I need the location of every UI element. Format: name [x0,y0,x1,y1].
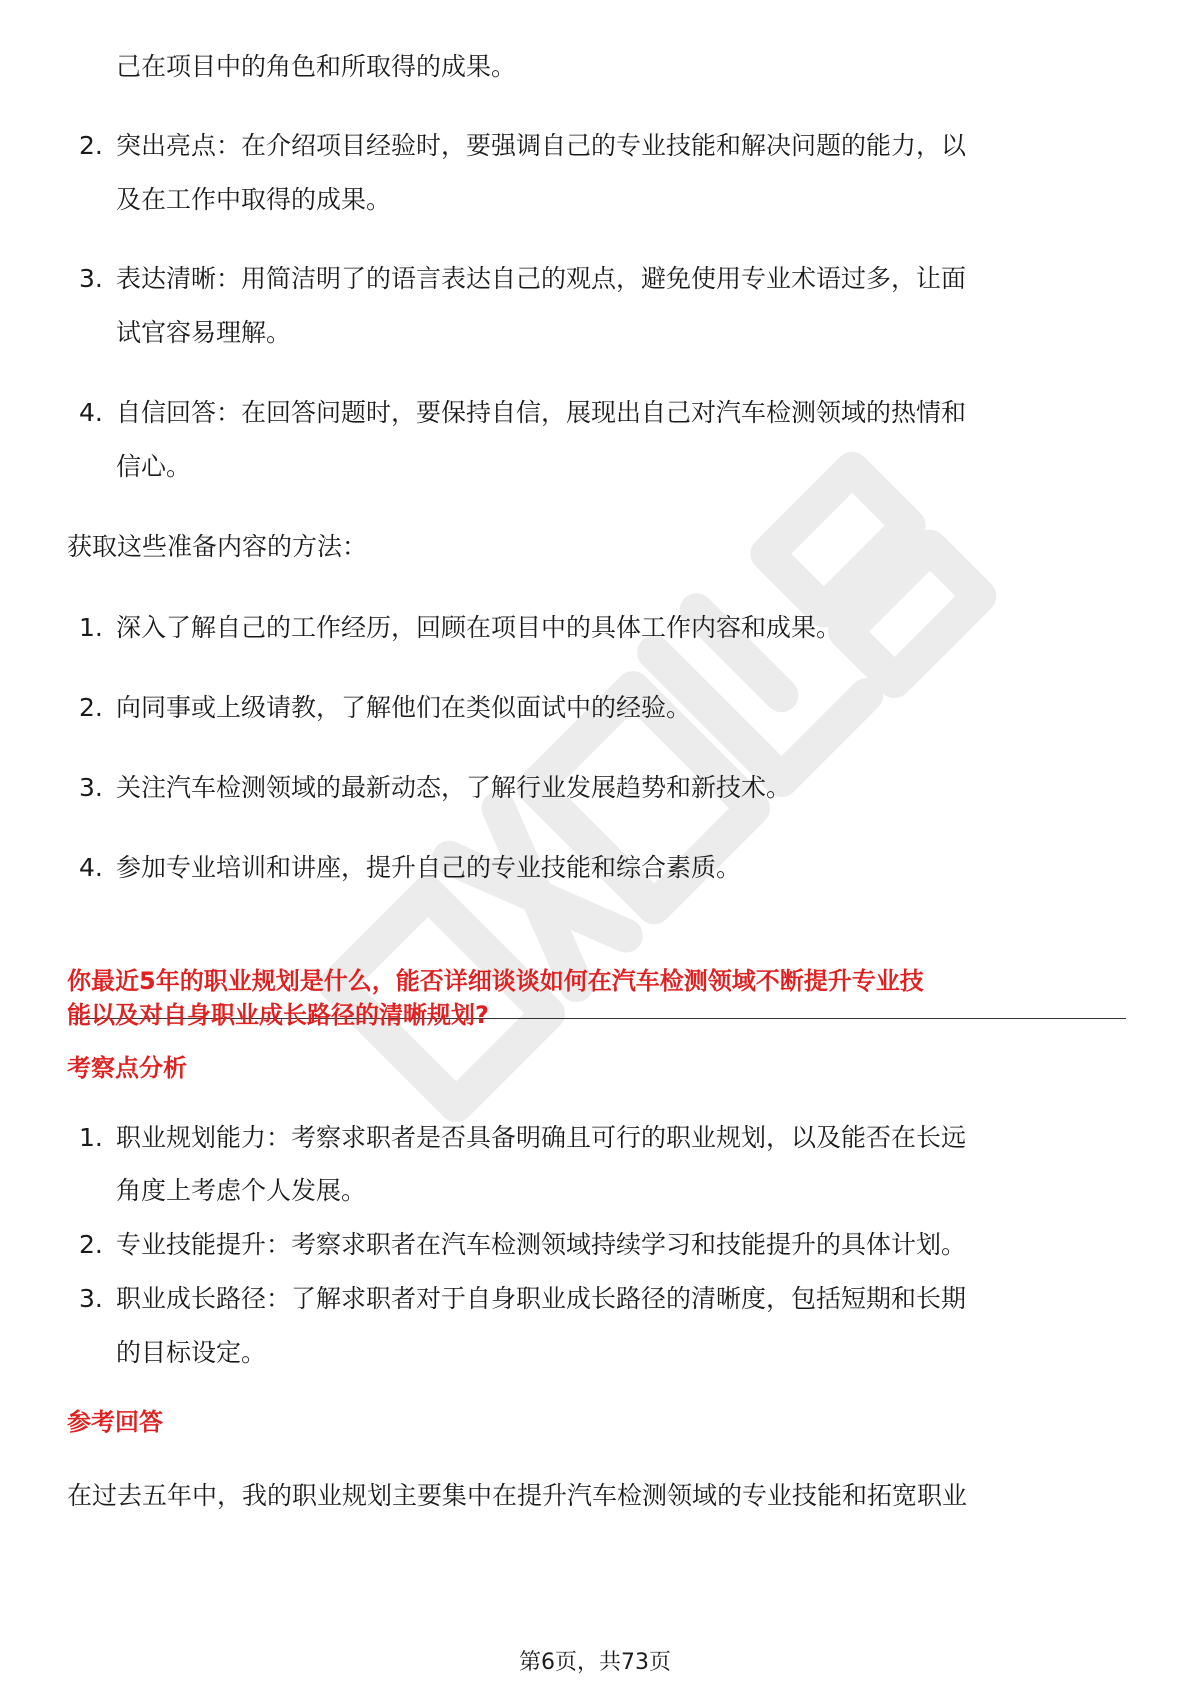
list-text-line: 信心。 [116,452,192,481]
list-number: 2. [79,693,103,722]
list-text-line: 职业规划能力：考察求职者是否具备明确且可行的职业规划，以及能否在长远 [116,1123,967,1152]
list-text-line: 向同事或上级请教，了解他们在类似面试中的经验。 [116,693,692,722]
list-text-line: 深入了解自己的工作经历，回顾在项目中的具体工作内容和成果。 [116,613,842,642]
question-title-line1: 你最近5年的职业规划是什么，能否详细谈谈如何在汽车检测领域不断提升专业技 [67,967,924,995]
section-heading: 获取这些准备内容的方法： [67,532,368,561]
list-number: 1. [79,1123,103,1152]
list-number: 2. [79,1230,103,1259]
list-number: 3. [79,264,103,293]
list-number: 4. [79,398,103,427]
page-number: 第6页，共73页 [519,1650,671,1675]
list-text-line: 职业成长路径：了解求职者对于自身职业成长路径的清晰度，包括短期和长期 [116,1284,967,1313]
list-number: 3. [79,773,103,802]
list-text-line: 关注汽车检测领域的最新动态，了解行业发展趋势和新技术。 [116,773,792,802]
list-number: 1. [79,613,103,642]
answer-heading: 参考回答 [67,1408,163,1436]
list-text-line: 突出亮点：在介绍项目经验时，要强调自己的专业技能和解决问题的能力，以 [116,131,967,160]
list-number: 4. [79,853,103,882]
list-text-line: 试官容易理解。 [116,318,292,347]
list-number: 3. [79,1284,103,1313]
list-text-line: 的目标设定。 [116,1338,267,1367]
list-text-line: 及在工作中取得的成果。 [116,185,392,214]
list-text-line: 角度上考虑个人发展。 [116,1176,367,1205]
list-text-line: 自信回答：在回答问题时，要保持自信，展现出自己对汽车检测领域的热情和 [116,398,967,427]
list-text-line: 参加专业培训和讲座，提升自己的专业技能和综合素质。 [116,853,742,882]
list-item-continuation: 己在项目中的角色和所取得的成果。 [116,52,517,81]
list-number: 2. [79,131,103,160]
question-title-line2: 能以及对自身职业成长路径的清晰规划? [67,1001,489,1029]
analysis-heading: 考察点分析 [67,1054,187,1082]
list-text-line: 专业技能提升：考察求职者在汽车检测领域持续学习和技能提升的具体计划。 [116,1230,967,1259]
list-text-line: 表达清晰：用简洁明了的语言表达自己的观点，避免使用专业术语过多，让面 [116,264,967,293]
answer-text-line: 在过去五年中，我的职业规划主要集中在提升汽车检测领域的专业技能和拓宽职业 [67,1481,968,1510]
